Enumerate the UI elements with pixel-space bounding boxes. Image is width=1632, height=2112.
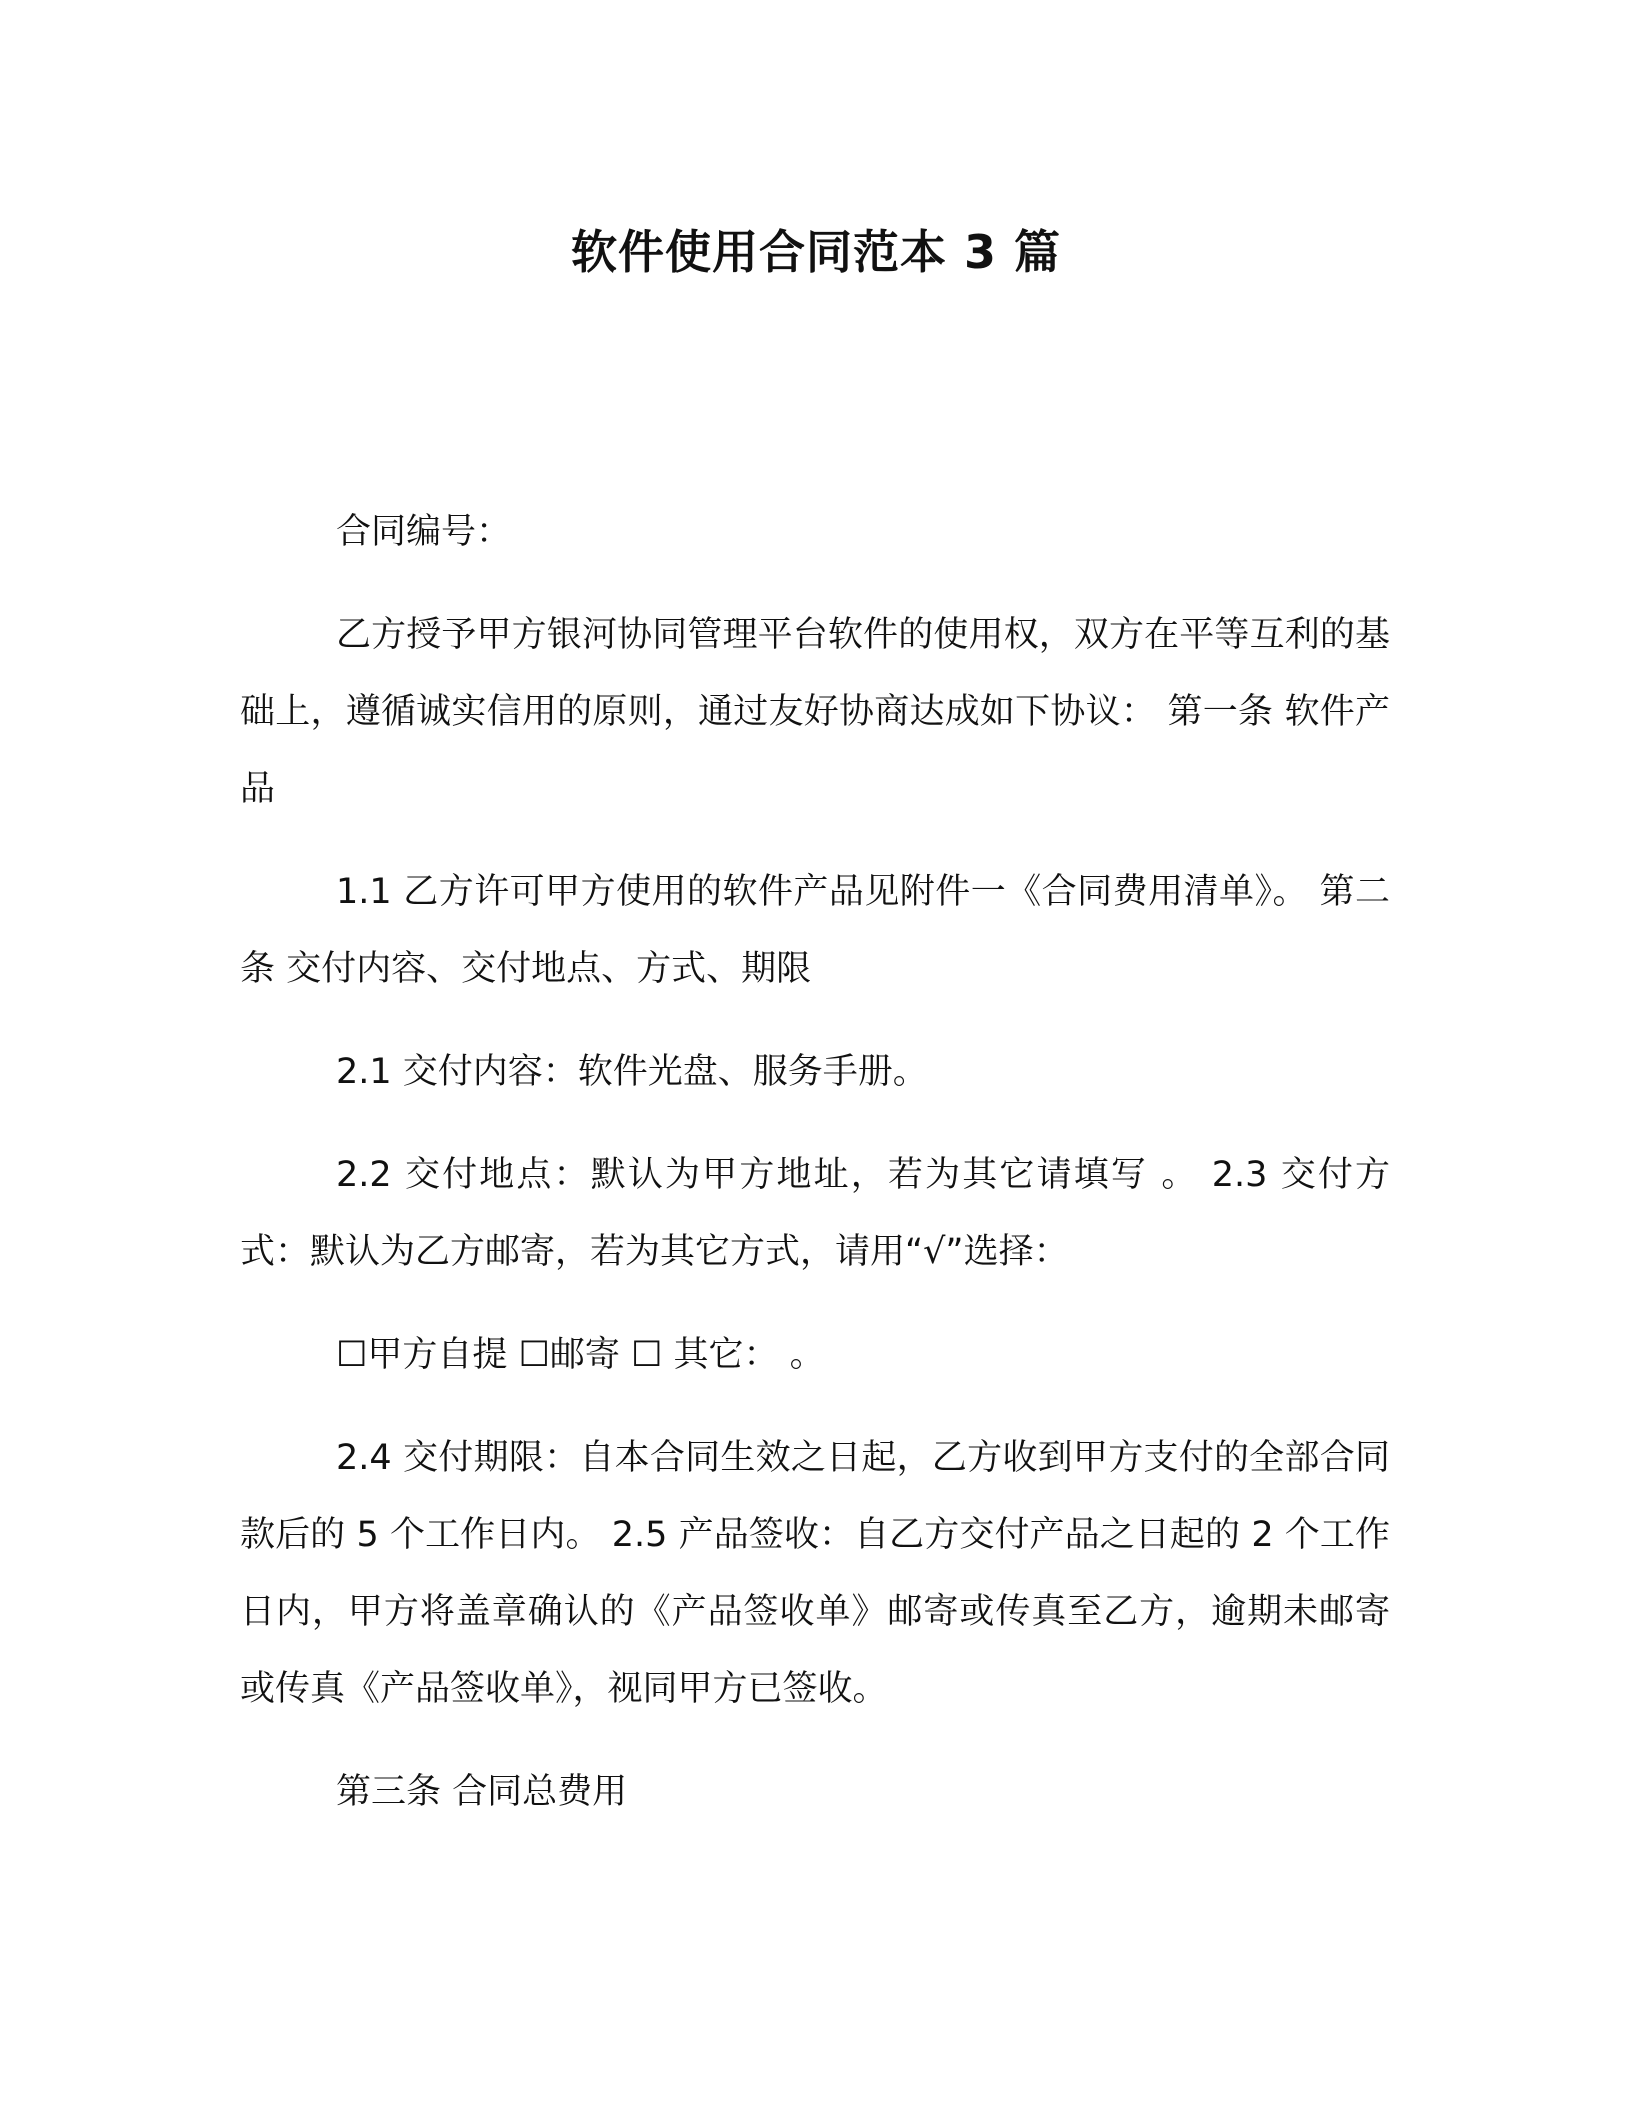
document-body [240,494,1390,1857]
contract-number-line: 合同编号： [336,512,512,552]
delivery-options-line: ☐甲方自提 ☐邮寄 ☐ 其它： 。 [336,1335,825,1375]
clause-2-2-paragraph: 2.2 交付地点：默认为甲方地址，若为其它请填写 。 2.3 交付方式：默认为乙方邮寄，若为其它方式，请用“√”选择： [240,1155,1390,1272]
document-title: 软件使用合同范本 3 篇 [570,225,1062,279]
clause-2-4-paragraph: 2.4 交付期限：自本合同生效之日起，乙方收到甲方支付的全部合同款后的 5 个工作日内。 2.5 产品签收：自乙方交付产品之日起的 2 个工作日内，甲方将盖章确认的《产品签收单》邮寄或传真至乙方，逾期未邮寄或传真《产品签收单》，视同甲方已签收。 [240,1438,1390,1709]
intro-paragraph: 乙方授予甲方银河协同管理平台软件的使用权，双方在平等互利的基础上，遵循诚实信用的原则，通过友好协商达成如下协议： 第一条 软件产品 [240,615,1390,809]
clause-1-1-paragraph: 1.1 乙方许可甲方使用的软件产品见附件一《合同费用清单》。 第二条 交付内容、交付地点、方式、期限 [240,872,1390,989]
clause-2-1-paragraph: 2.1 交付内容：软件光盘、服务手册。 [336,1052,928,1092]
article-3-heading: 第三条 合同总费用 [336,1772,628,1812]
